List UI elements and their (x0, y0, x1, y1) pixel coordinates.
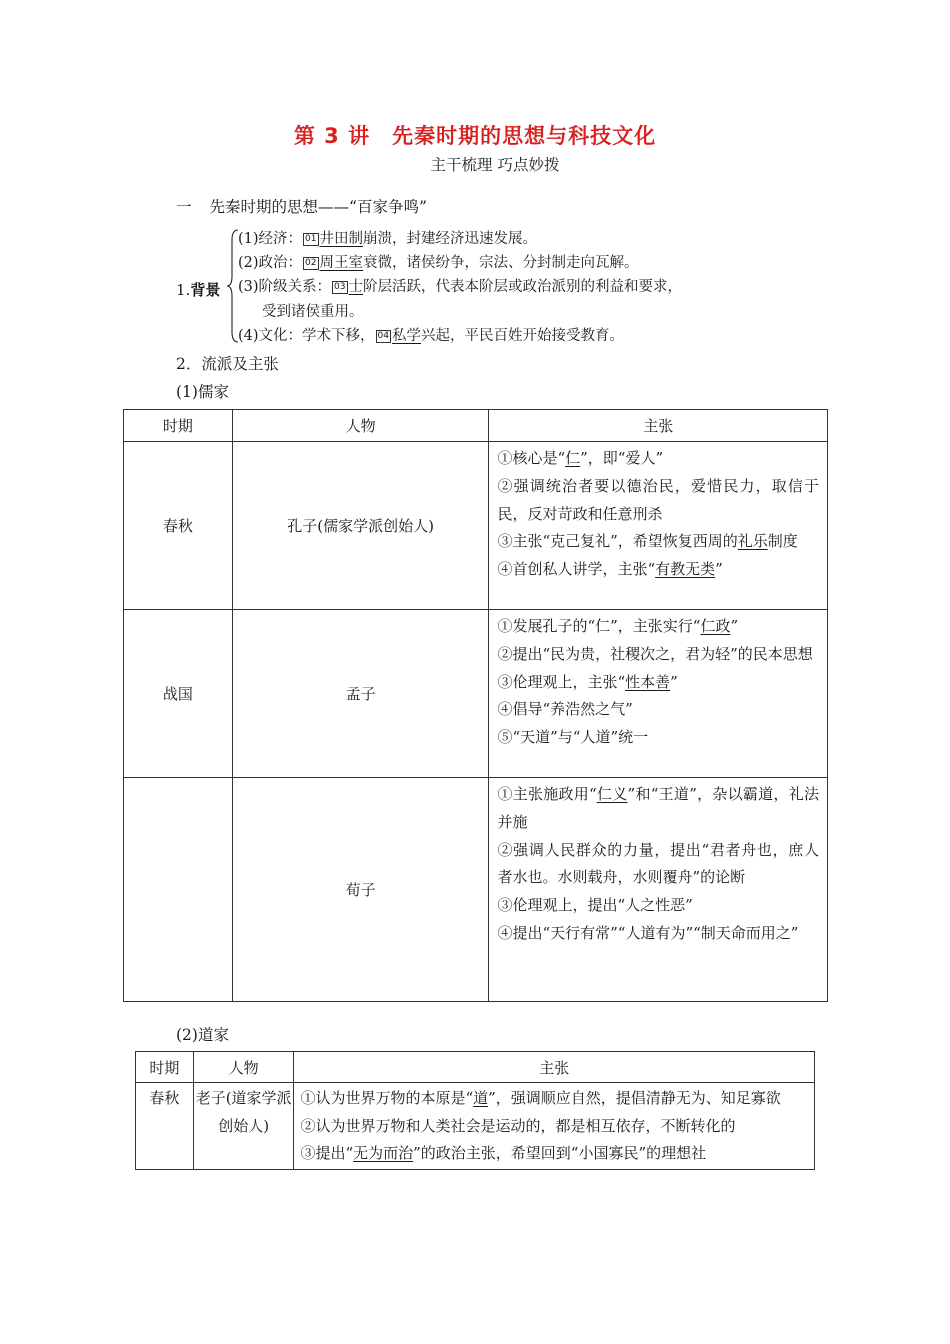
section-title: 先秦时期的思想——“百家争鸣” (209, 198, 427, 216)
column-header: 时期 (136, 1052, 194, 1083)
answer-blank: 井田制 (319, 231, 363, 247)
claim-item: ③伦理观上，主张“性本善” (497, 672, 678, 691)
answer-blank: 私学 (392, 327, 421, 344)
claim-item: ①发展孔子的“仁”，主张实行“仁政” (497, 617, 739, 635)
background-list (238, 227, 682, 348)
person-cell: 孟子 (232, 610, 489, 778)
period-cell: 战国 (124, 610, 233, 778)
daoist-table (135, 1051, 815, 1170)
table-row (136, 1083, 815, 1170)
person-cell: 老子(道家学派创始人) (193, 1083, 294, 1170)
table-row (124, 442, 828, 610)
daoist-heading: (2)道家 (176, 1026, 229, 1044)
claims-cell (489, 778, 828, 1002)
answer-number: 01 (305, 234, 317, 244)
background-item-continued: 受到诸侯重用。 (262, 303, 364, 320)
claim-item: ③伦理观上，提出“人之性恶” (497, 896, 693, 915)
column-header: 主张 (294, 1052, 815, 1083)
claim-item: ①主张施政用“仁义”和“王道”，杂以霸道，礼法并施 (497, 785, 820, 831)
column-header: 主张 (489, 410, 828, 442)
claim-item: ③主张“克己复礼”，希望恢复西周的礼乐制度 (497, 532, 798, 551)
claim-item: ②认为世界万物和人类社会是运动的，都是相互依存，不断转化的 (300, 1116, 736, 1135)
answer-number: 03 (334, 282, 346, 293)
section-index: 一 (176, 198, 192, 216)
claims-cell (489, 442, 828, 610)
table-header-row (136, 1052, 815, 1083)
period-cell (124, 778, 233, 1002)
claim-item: ②强调人民群众的力量，提出“君者舟也，庶人者水也。水则载舟，水则覆舟”的论断 (497, 840, 819, 887)
claim-item: ③提出“无为而治”的政治主张，希望回到“小国寡民”的理想社 (300, 1144, 707, 1162)
period-cell: 春秋 (124, 442, 233, 610)
claim-item: ⑤“天道”与“人道”统一 (497, 728, 649, 747)
claim-item: ②强调统治者要以德治民，爱惜民力，取信于民，反对苛政和任意刑杀 (497, 476, 819, 523)
section2-heading: 2．流派及主张 (176, 355, 279, 373)
table-row (124, 778, 828, 1002)
person-cell: 孔子(儒家学派创始人) (232, 442, 489, 610)
claim-item: ①认为世界万物的本原是“道”，强调顺应自然，提倡清静无为、知足寡欲 (300, 1089, 781, 1107)
answer-blank: 士 (348, 279, 363, 296)
claim-item: ④首创私人讲学，主张“有教无类” (497, 560, 723, 579)
page-subtitle: 主干梳理 巧点妙拨 (430, 156, 560, 174)
background-item: (1)经济： 01 井田制崩溃，封建经济迅速发展。 (238, 231, 537, 247)
section-heading (176, 195, 427, 217)
column-header: 人物 (193, 1052, 294, 1083)
answer-number: 02 (305, 258, 317, 269)
page-title: 第 3 讲 先秦时期的思想与科技文化 (293, 124, 657, 148)
background-item: (2)政治： 02 周王室衰微，诸侯纷争，宗法、分封制走向瓦解。 (238, 255, 639, 272)
column-header: 时期 (124, 410, 233, 442)
claims-cell (489, 610, 828, 778)
period-cell: 春秋 (136, 1083, 194, 1170)
background-item: (4)文化：学术下移， 04 私学兴起，平民百姓开始接受教育。 (238, 327, 624, 344)
claim-item: ②提出“民为贵，社稷次之，君为轻”的民本思想 (497, 644, 813, 663)
person-cell: 荀子 (232, 778, 489, 1002)
claim-item: ④倡导“养浩然之气” (497, 700, 633, 719)
background-item: (3)阶级关系： 03 士阶层活跃，代表本阶层或政治派别的利益和要求， (238, 279, 682, 296)
answer-blank: 周王室 (319, 255, 363, 272)
claims-cell (294, 1083, 815, 1170)
confucian-heading: (1)儒家 (176, 383, 229, 401)
table-row (124, 610, 828, 778)
column-header: 人物 (232, 410, 489, 442)
table-header-row (124, 410, 828, 442)
answer-number: 04 (377, 330, 389, 341)
claim-item: ④提出“天行有常”“人道有为”“制天命而用之” (497, 923, 799, 942)
claim-item: ①核心是“仁”，即“爱人” (497, 449, 664, 467)
confucian-table (123, 409, 828, 1002)
background-label: 1.背景 (176, 281, 221, 299)
